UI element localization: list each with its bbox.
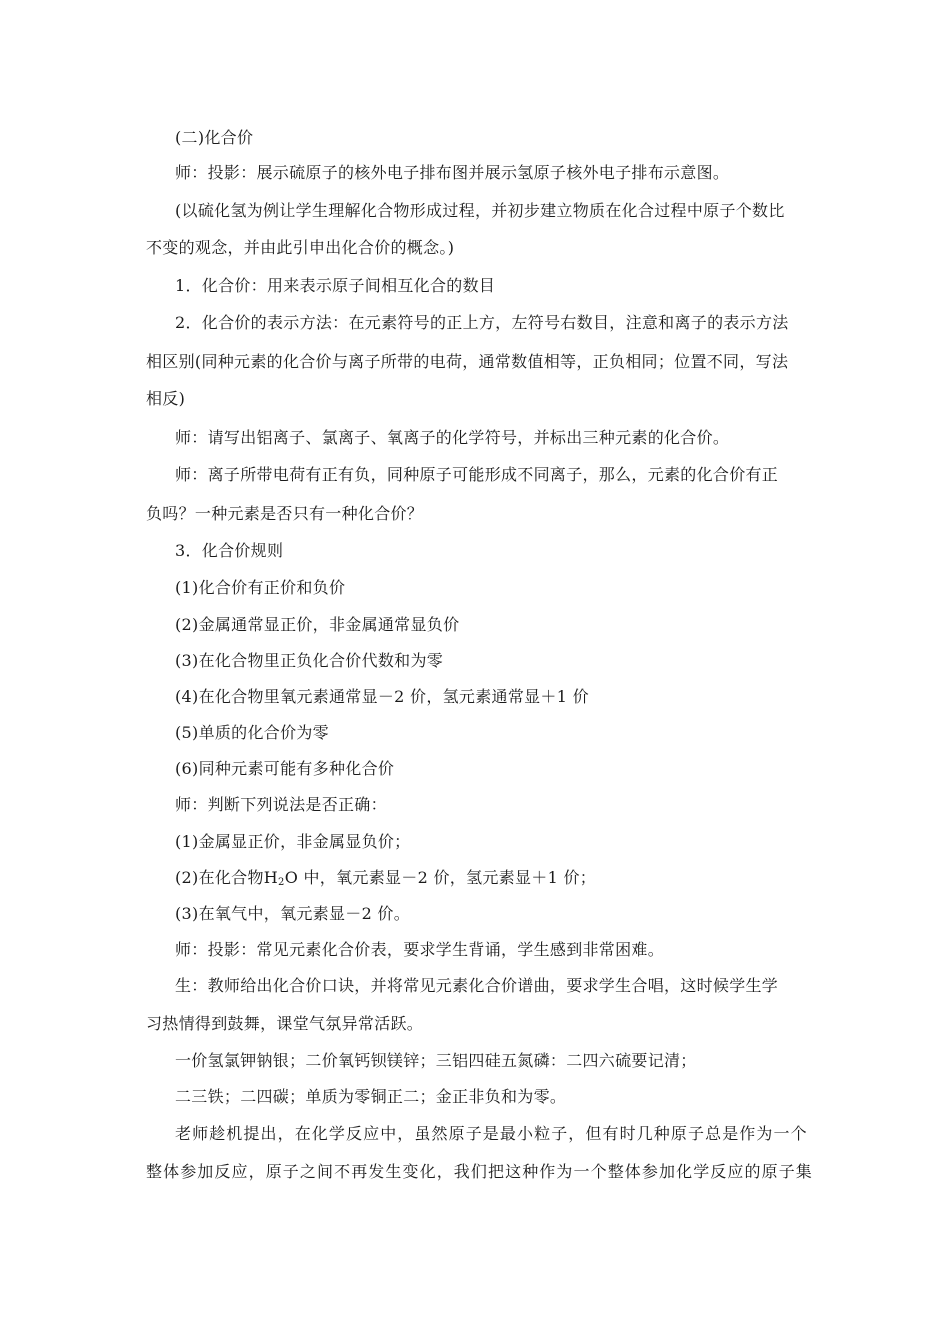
mnemonic-line: 一价氢氯钾钠银；二价氧钙钡镁锌；三铝四硅五氮磷：二四六硫要记清； — [175, 1051, 697, 1070]
paragraph-line: 整体参加反应，原子之间不再发生变化，我们把这种作为一个整体参加化学反应的原子集 — [146, 1162, 813, 1181]
list-item: (6)同种元素可能有多种化合价 — [175, 759, 395, 778]
formula-subscript: 2 — [278, 877, 285, 888]
paragraph-line: 师：请写出铝离子、氯离子、氧离子的化学符号，并标出三种元素的化合价。 — [175, 428, 730, 447]
paragraph-line: 师：离子所带电荷有正有负，同种原子可能形成不同离子，那么，元素的化合价有正 — [175, 465, 779, 484]
list-item — [175, 868, 596, 888]
paragraph-line: 相区别(同种元素的化合价与离子所带的电荷，通常数值相等，正负相同；位置不同，写法 — [146, 352, 789, 371]
paragraph-line: 不变的观念，并由此引申出化合价的概念。) — [146, 238, 455, 257]
paragraph-line: 师：投影：展示硫原子的核外电子排布图并展示氢原子核外电子排布示意图。 — [175, 163, 730, 182]
list-item: (5)单质的化合价为零 — [175, 723, 329, 742]
list-item-text: (2)在化合物 — [175, 868, 264, 887]
section-heading: (二)化合价 — [175, 128, 254, 147]
list-item: (1)化合价有正价和负价 — [175, 578, 346, 597]
list-item: (4)在化合物里氧元素通常显－2 价，氢元素通常显＋1 价 — [175, 687, 589, 706]
paragraph-line: 2．化合价的表示方法：在元素符号的正上方，左符号右数目，注意和离子的表示方法 — [175, 313, 789, 332]
formula-h: H — [263, 868, 279, 887]
paragraph-line: 相反) — [146, 389, 186, 408]
list-item: (1)金属显正价，非金属显负价； — [175, 832, 411, 851]
list-item-text: O 中，氧元素显－2 价，氢元素显＋1 价； — [284, 868, 597, 887]
mnemonic-line: 二三铁；二四碳；单质为零铜正二；金正非负和为零。 — [175, 1087, 567, 1106]
paragraph-line: 负吗？一种元素是否只有一种化合价？ — [146, 504, 424, 523]
paragraph-line: 生：教师给出化合价口诀，并将常见元素化合价谱曲，要求学生合唱，这时候学生学 — [175, 976, 779, 995]
list-item: (3)在化合物里正负化合价代数和为零 — [175, 651, 444, 670]
list-item: (2)金属通常显正价，非金属通常显负价 — [175, 615, 460, 634]
paragraph-line: 习热情得到鼓舞，课堂气氛异常活跃。 — [146, 1014, 424, 1033]
paragraph-line: 师：判断下列说法是否正确： — [175, 795, 387, 814]
paragraph-line: (以硫化氢为例让学生理解化合物形成过程，并初步建立物质在化合过程中原子个数比 — [175, 201, 785, 220]
paragraph-line: 老师趁机提出，在化学反应中，虽然原子是最小粒子，但有时几种原子总是作为一个 — [175, 1124, 808, 1143]
paragraph-line: 师：投影：常见元素化合价表，要求学生背诵，学生感到非常困难。 — [175, 940, 665, 959]
paragraph-line: 3．化合价规则 — [175, 541, 284, 560]
list-item: (3)在氧气中，氧元素显－2 价。 — [175, 904, 411, 923]
paragraph-line: 1．化合价：用来表示原子间相互化合的数目 — [175, 276, 496, 295]
